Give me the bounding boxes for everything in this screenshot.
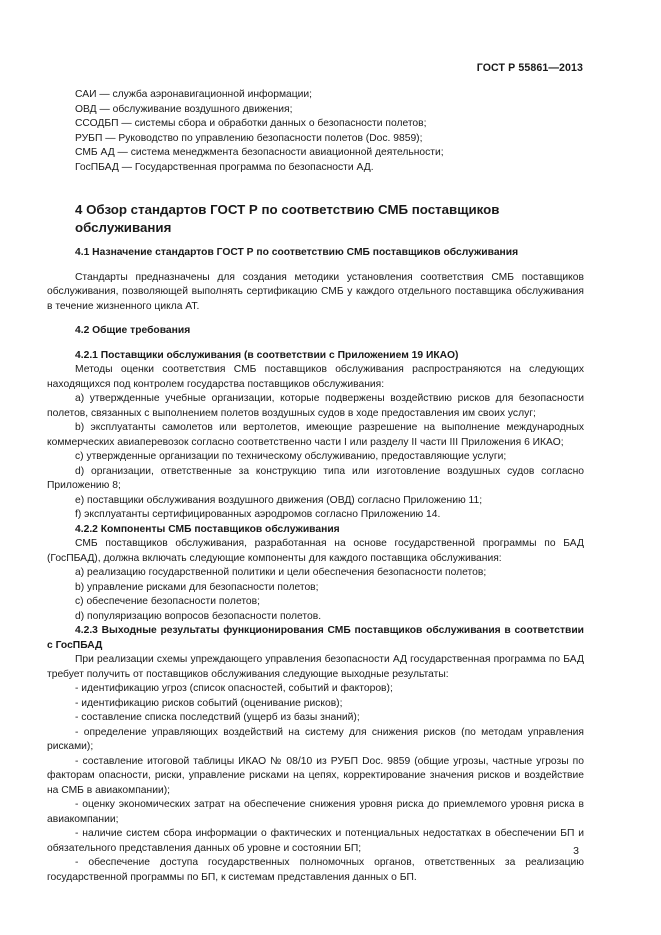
list-item: d) организации, ответственные за конструкцию типа или изготовление воздушных судов согласно Приложению 8;: [47, 465, 584, 492]
list-item: d) популяризацию вопросов безопасности полетов.: [75, 610, 322, 622]
list-item: - обеспечение доступа государственных полномочных органов, ответственных за реализацию государственной программы по БП, к системам представления данных о БП.: [47, 857, 584, 883]
list-item: b) эксплуатанты самолетов или вертолетов, имеющие разрешение на выполнение международных коммерческих авиаперевозок согласно соответственно части I или разделу II части III Приложения 6 ИКАО;: [47, 422, 584, 448]
section-4-2-3-intro: При реализации схемы упреждающего управления безопасности АД государственная программа по БАД требует получить от поставщиков обслуживания следующие выходные результаты:: [47, 654, 584, 680]
list-item: - идентификацию угроз (список опасностей, событий и факторов);: [75, 683, 393, 695]
page-content: [47, 88, 584, 885]
list-item: b) управление рисками для безопасности полетов;: [75, 581, 319, 593]
abbreviation-item: РУБП — Руководство по управлению безопасности полетов (Doc. 9859);: [75, 132, 423, 144]
section-4-1-text: Стандарты предназначены для создания методики установления соответствия СМБ поставщиков обслуживания, позволяющей выполнять сертификацию СМБ у каждого отдельного поставщика обслуживания в течение жизненного цикла АТ.: [47, 271, 584, 312]
abbreviation-item: СМБ АД — система менеджмента безопасности авиационной деятельности;: [75, 147, 444, 158]
abbreviation-item: САИ — служба аэронавигационной информации;: [75, 89, 313, 100]
list-item: e) поставщики обслуживания воздушного движения (ОВД) согласно Приложению 11;: [75, 494, 483, 506]
abbreviations-list: [47, 88, 584, 175]
list-item: - оценку экономических затрат на обеспечение снижения уровня риска до приемлемого уровня риска в авиакомпании;: [47, 799, 584, 825]
list-item: c) утвержденные организации по техническому обслуживанию, предоставляющие услуги;: [75, 451, 507, 463]
list-item: а) утвержденные учебные организации, которые подвержены воздействию рисков для безопасности полетов, связанных с выполнением полетов воздушных судов в ходе предоставления им своих услуг;: [47, 393, 584, 419]
section-4-2-2-intro: СМБ поставщиков обслуживания, разработанная на основе государственной программы по БАД (ГосПБАД), должна включать следующие компоненты для каждого поставщика обслуживания:: [47, 538, 584, 564]
list-item: - идентификацию рисков событий (оценивание рисков);: [75, 697, 343, 709]
section-4-2-3-heading: 4.2.3 Выходные результаты функционирования СМБ поставщиков обслуживания в соответствии с ГосПБАД: [47, 625, 584, 651]
page-number: 3: [573, 845, 579, 857]
section-4-2-1-intro: Методы оценки соответствия СМБ поставщиков обслуживания распространяются на следующих находящихся под контролем государства поставщиков обслуживания:: [47, 364, 584, 390]
list-item: - составление итоговой таблицы ИКАО № 08/10 из РУБП Doc. 9859 (общие угрозы, частные угрозы по факторам опасности, риски, управление рисками на цепях, корректирование значения рисков и воздействие на СМБ в авиакомпании);: [47, 755, 584, 796]
list-item: а) реализацию государственной политики и цели обеспечения безопасности полетов;: [75, 567, 487, 579]
document-code-header: ГОСТ Р 55861—2013: [476, 62, 583, 74]
section-4-2-2-heading: 4.2.2 Компоненты СМБ поставщиков обслуживания: [75, 523, 340, 535]
section-4-heading: 4 Обзор стандартов ГОСТ Р по соответствию СМБ поставщиков обслуживания: [75, 202, 500, 235]
list-item: - составление списка последствий (ущерб из базы знаний);: [75, 712, 360, 724]
section-4-2-heading: 4.2 Общие требования: [75, 325, 191, 337]
list-item: - определение управляющих воздействий на систему для снижения рисков (по методам управления рисками);: [47, 726, 584, 753]
abbreviation-item: ССОДБП — системы сбора и обработки данных о безопасности полетов;: [75, 118, 427, 129]
section-4-2-1-heading: 4.2.1 Поставщики обслуживания (в соответствии с Приложением 19 ИКАО): [75, 349, 459, 361]
list-item: c) обеспечение безопасности полетов;: [75, 596, 260, 608]
list-item: - наличие систем сбора информации о фактических и потенциальных недостатках в обеспечении БП и обязательного представления данных об уровне и состоянии БП;: [47, 828, 584, 854]
abbreviation-item: ГосПБАД — Государственная программа по безопасности АД.: [75, 161, 374, 173]
list-item: f) эксплуатанты сертифицированных аэродромов согласно Приложению 14.: [75, 509, 441, 521]
abbreviation-item: ОВД — обслуживание воздушного движения;: [75, 103, 293, 115]
section-4-1-heading: 4.1 Назначение стандартов ГОСТ Р по соответствию СМБ поставщиков обслуживания: [75, 247, 519, 259]
